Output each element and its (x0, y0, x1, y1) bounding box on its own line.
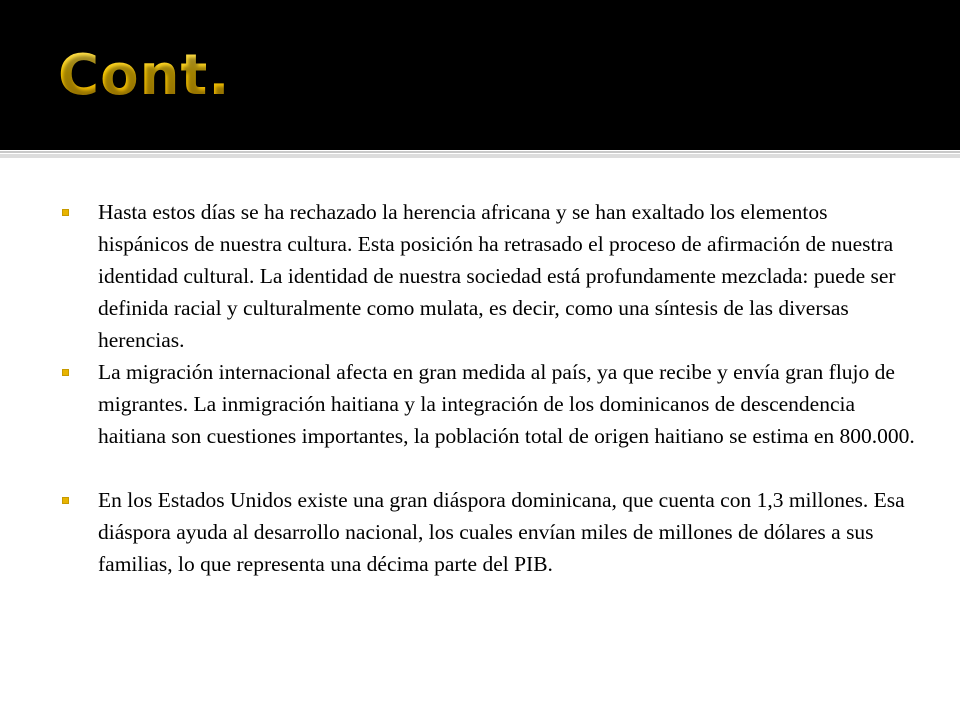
bullet-text: Hasta estos días se ha rechazado la herencia africana y se han exaltado los elementos hispánicos de nuestra cultura. Esta posición ha retrasado el proceso de afirmación de nuestra identidad cultural. La identidad de nuestra sociedad está profundamente mezclada: puede ser definida racial y culturalmente como mulata, es decir, como una síntesis de las diversas herencias. (98, 200, 896, 352)
title-bar (0, 0, 960, 150)
bullet-text: La migración internacional afecta en gran medida al país, ya que recibe y envía gran flujo de migrantes. La inmigración haitiana y la integración de los dominicanos de descendencia haitiana son cuestiones importantes, la población total de origen haitiano se estima en 800.000. (98, 360, 915, 448)
bullet-text: En los Estados Unidos existe una gran diáspora dominicana, que cuenta con 1,3 millones. Esa diáspora ayuda al desarrollo nacional, los cuales envían miles de millones de dólares a sus familias, lo que representa una décima parte del PIB. (98, 488, 905, 576)
square-bullet-icon (62, 497, 69, 504)
bullet-list (62, 196, 922, 580)
bullet-item (62, 356, 922, 452)
square-bullet-icon (62, 369, 69, 376)
bullet-item (62, 196, 922, 356)
divider-band (0, 154, 960, 158)
divider-line (0, 151, 960, 153)
square-bullet-icon (62, 209, 69, 216)
slide-title: Cont. (58, 43, 231, 108)
bullet-item (62, 484, 922, 580)
